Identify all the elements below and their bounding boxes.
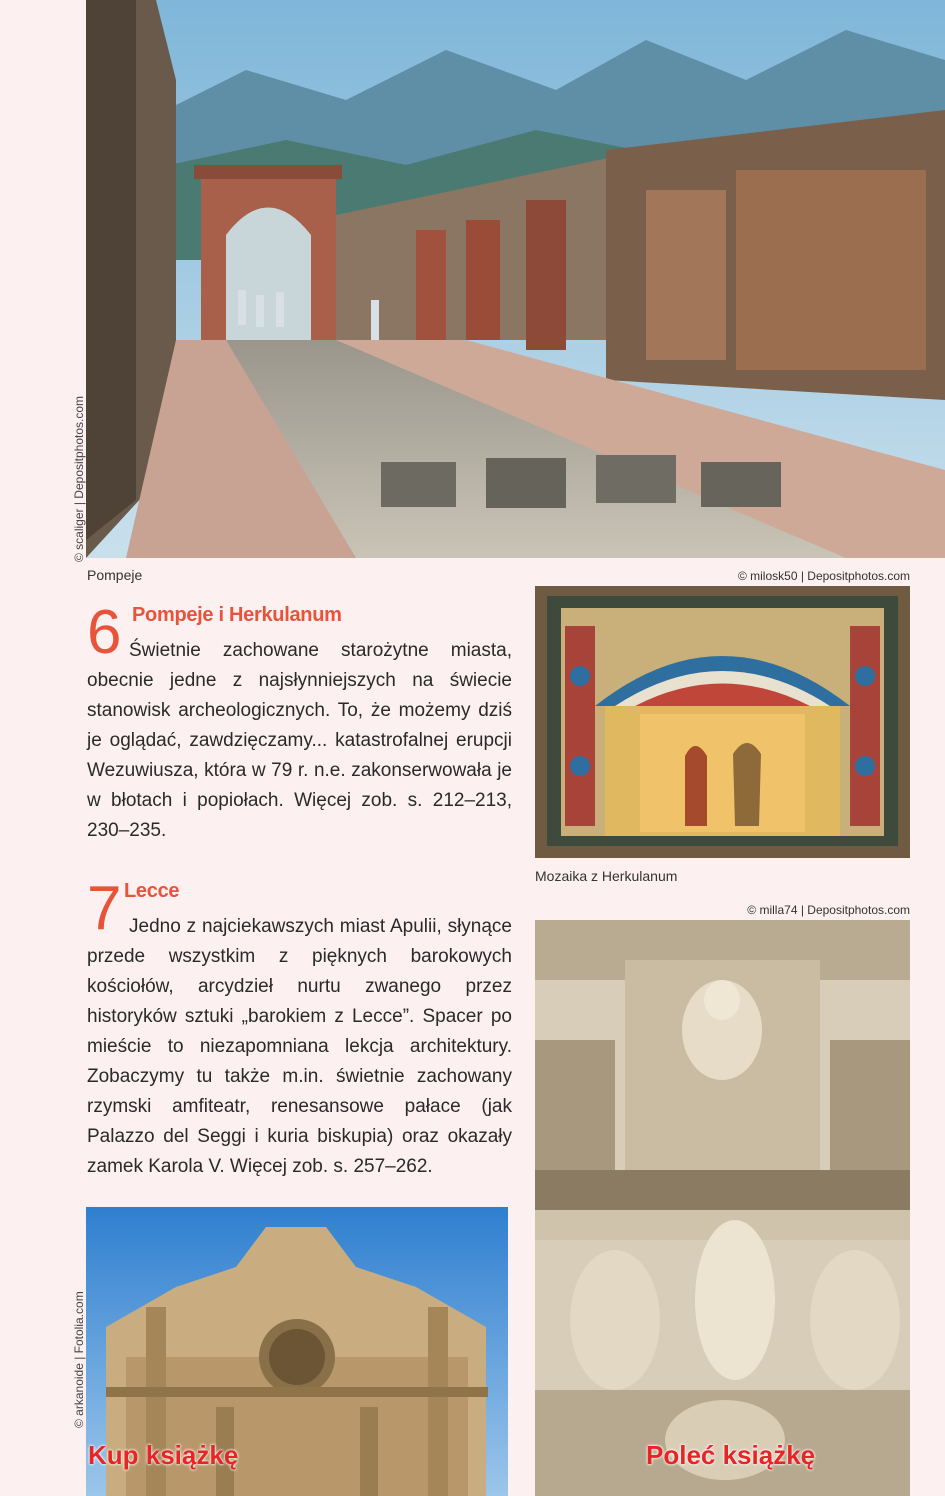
pompeii-photo-credit: © scaliger | Depositphotos.com <box>72 395 86 562</box>
recommend-book-link[interactable]: Poleć książkę <box>646 1440 816 1470</box>
section-7-number: 7 <box>87 874 122 943</box>
mosaic-photo-caption: Mozaika z Herkulanum <box>535 868 678 884</box>
lecce-detail-photo <box>535 920 910 1496</box>
mosaic-photo-credit: © milosk50 | Depositphotos.com <box>737 569 910 583</box>
section-6-title: Pompeje i Herkulanum <box>132 604 342 626</box>
mosaic-photo <box>535 586 910 858</box>
section-6-text: Świetnie zachowane starożytne miasta, obecnie jedne z najsłynniejszych na świecie stanowisk archeologicznych. To, że możemy dziś je oglądać, zawdzięczamy... katastrofalnej erupcji Wezuwiusza, która w 79 r. n.e. zakonserwowała je w błotach i popiołach. Więcej zob. s. 212–213, 230–235. <box>87 640 512 841</box>
lecce-basilica-photo-credit: © arkanoide | Fotolia.com <box>72 1291 86 1428</box>
buy-book-link[interactable]: Kup książkę <box>88 1440 239 1470</box>
pompeii-photo-caption: Pompeje <box>87 567 143 583</box>
section-7-title: Lecce <box>124 880 180 902</box>
lecce-detail-photo-credit: © milla74 | Depositphotos.com <box>747 903 910 917</box>
section-6-number: 6 <box>87 598 122 667</box>
section-7-text: Jedno z najciekawszych miast Apulii, słynące przede wszystkim z pięknych barokowych kościołów, arcydzieł nurtu zwanego przez historyków sztuki „barokiem z Lecce”. Spacer po mieście to niezapomniana lekcja architektury. Zobaczymy tu także m.in. świetnie zachowany rzymski amfiteatr, renesansowe pałace (jak Palazzo del Seggi i kuria biskupia) oraz okazały zamek Karola V. Więcej zob. s. 257–262. <box>87 916 512 1177</box>
pompeii-photo <box>86 0 945 558</box>
